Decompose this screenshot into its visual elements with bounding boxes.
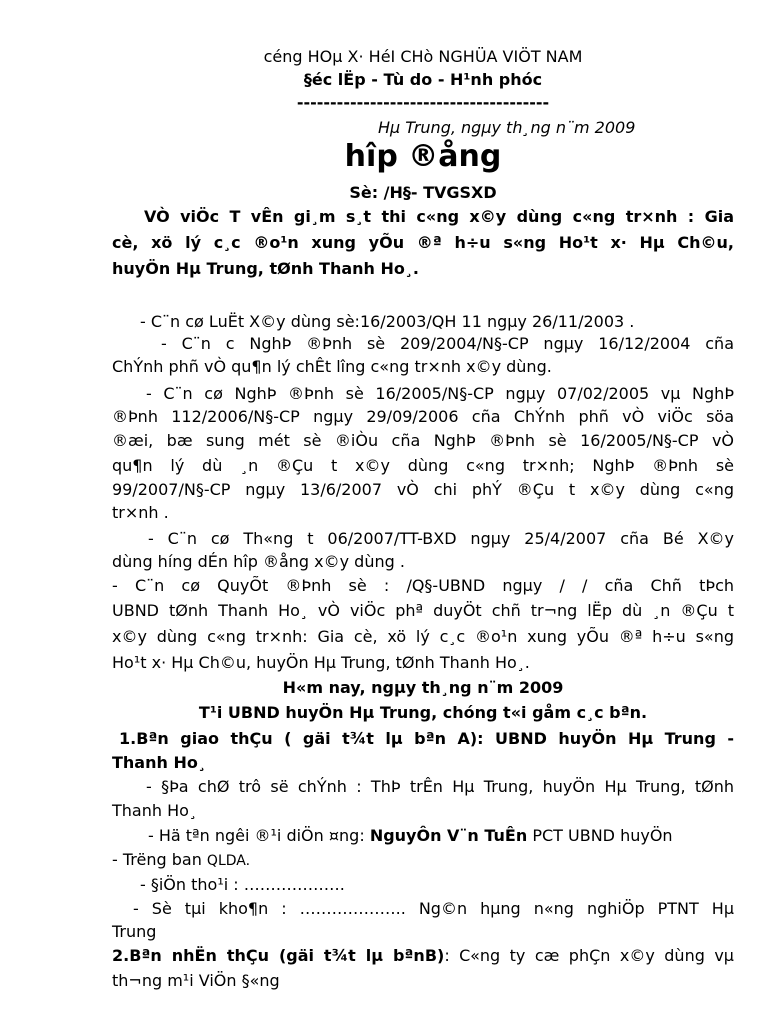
party-b-heading <box>112 946 734 966</box>
national-motto: §éc lËp - Tù do - H¹nh phóc <box>303 70 543 89</box>
party-b-company: : C«ng ty cæ phÇn x©y dùng vµ <box>444 946 734 965</box>
contract-number: Sè: /H§- TVGSXD <box>349 183 497 202</box>
basis-line: UBND tØnh Thanh Ho¸ vÒ viÖc phª duyÖt chñ tr¬ng lËp dù ¸n ®Çu t <box>112 601 734 620</box>
party-a-address: Thanh Ho¸ <box>112 801 197 820</box>
basis-line: - C¨n cø LuËt X©y dùng sè:16/2003/QH 11 ngµy 26/11/2003 . <box>140 312 635 331</box>
basis-line: ®æi, bæ sung mét sè ®iÒu cña NghÞ ®Þnh sè 16/2005/N§-CP vÒ <box>112 431 734 450</box>
basis-line: - C¨n cø QuyÕt ®Þnh sè : /Q§-UBND ngµy / / cña Chñ tÞch <box>112 576 734 595</box>
document-title: hîp ®ång <box>344 139 502 174</box>
subject-line: huyÖn Hµ Trung, tØnh Thanh Ho¸. <box>112 259 419 278</box>
role-abbr: QLDA. <box>206 853 251 869</box>
basis-line: dùng híng dÉn hîp ®ång x©y dùng . <box>112 552 405 571</box>
party-a-role <box>112 850 250 871</box>
basis-line: ®Þnh 112/2006/N§-CP ngµy 29/09/2006 cña ChÝnh phñ vÒ viÖc söa <box>112 407 734 426</box>
basis-line: Ho¹t x· Hµ Ch©u, huyÖn Hµ Trung, tØnh Thanh Ho¸. <box>112 653 530 672</box>
national-heading: céng HOµ X· HéI CHò NGHÜA VIÖT NAM <box>263 47 583 66</box>
basis-line: x©y dùng c«ng tr×nh: Gia cè, xö lý c¸c ®o¹n xung yÕu ®ª h÷u s«ng <box>112 627 734 646</box>
subject-line: VÒ viÖc T vÊn gi¸m s¸t thi c«ng x©y dùng c«ng tr×nh : Gia <box>144 207 734 226</box>
role-label: - Trëng ban <box>112 850 207 869</box>
basis-line: - C¨n cø Th«ng t 06/2007/TT-BXD ngµy 25/4/2007 cña Bé X©y <box>148 529 734 548</box>
party-a-heading: Thanh Ho¸ <box>112 753 206 772</box>
place-date: Hµ Trung, ngµy th¸ng n¨m 2009 <box>378 118 636 137</box>
representative-title: PCT UBND huyÖn <box>527 826 673 845</box>
basis-line: qu¶n lý dù ¸n ®Çu t x©y dùng c«ng tr×nh; NghÞ ®Þnh sè <box>112 456 734 475</box>
heading-divider: -------------------------------------- <box>296 93 550 112</box>
basis-line: tr×nh . <box>112 503 169 522</box>
basis-line: ChÝnh phñ vÒ qu¶n lý chÊt lîng c«ng tr×nh x©y dùng. <box>112 357 552 376</box>
basis-line: - C¨n cø NghÞ ®Þnh sè 16/2005/N§-CP ngµy 07/02/2005 vµ NghÞ <box>146 384 734 403</box>
representative-name: NguyÔn V¨n TuÊn <box>369 826 528 845</box>
meeting-place: T¹i UBND huyÖn Hµ Trung, chóng t«i gåm c¸c bªn. <box>198 703 648 722</box>
party-a-account: Trung <box>112 922 157 941</box>
party-b-company-line: th¬ng m¹i ViÖn §«ng <box>112 971 280 990</box>
party-a-heading: 1.Bªn giao thÇu ( gäi t¾t lµ bªn A): UBND huyÖn Hµ Trung - <box>119 729 734 748</box>
basis-line: 99/2007/N§-CP ngµy 13/6/2007 vÒ chi phÝ ®Çu t x©y dùng c«ng <box>112 480 734 499</box>
document-page <box>112 0 734 1024</box>
subject-line: cè, xö lý c¸c ®o¹n xung yÕu ®ª h÷u s«ng Ho¹t x· Hµ Ch©u, <box>112 233 734 252</box>
party-a-account: - Sè tµi kho¶n : ……………….. Ng©n hµng n«ng nghiÖp PTNT Hµ <box>133 899 734 918</box>
party-a-phone: - §iÖn tho¹i : ………………. <box>140 875 345 894</box>
party-a-address: - §Þa chØ trô së chÝnh : ThÞ trÊn Hµ Trung, huyÖn Hµ Trung, tØnh <box>146 777 734 796</box>
party-b-label: 2.Bªn nhËn thÇu (gäi t¾t lµ bªnB) <box>112 946 445 965</box>
representative-label: - Hä tªn ngêi ®¹i diÖn ¤ng: <box>148 826 370 845</box>
basis-line: - C¨n c NghÞ ®Þnh sè 209/2004/N§-CP ngµy 16/12/2004 cña <box>161 334 734 353</box>
meeting-date: H«m nay, ngµy th¸ng n¨m 2009 <box>282 678 564 697</box>
party-a-representative <box>148 826 673 846</box>
